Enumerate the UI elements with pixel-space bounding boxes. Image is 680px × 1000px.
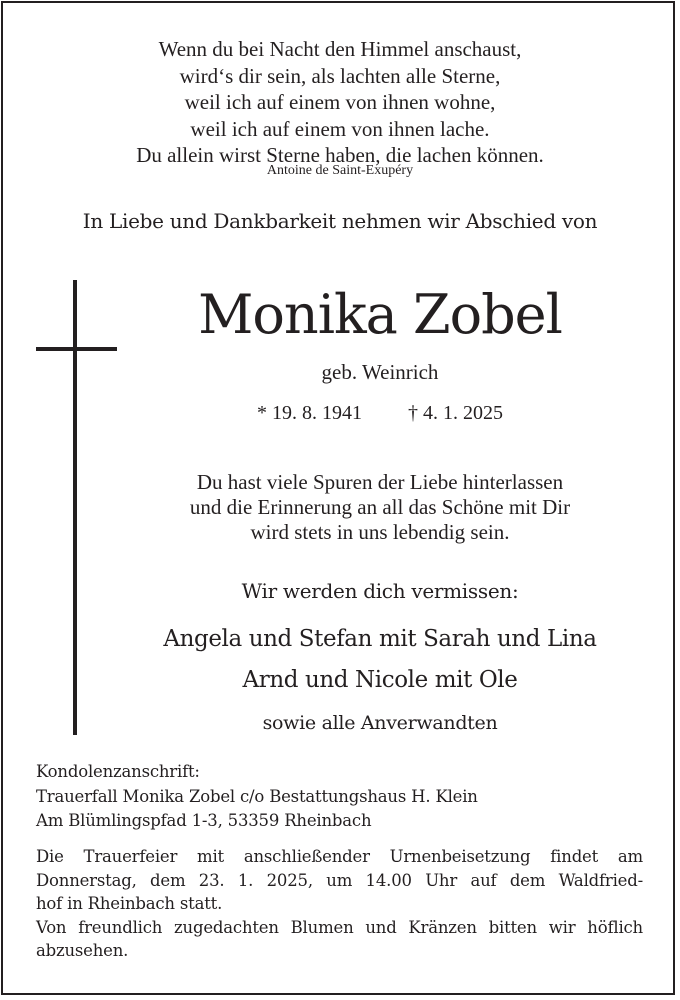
funeral-service-info [36,845,643,963]
birth-date: * 19. 8. 1941 [257,402,362,424]
poem-line: wird‘s dir sein, als lachten alle Sterne, [179,63,501,88]
family-line: Angela und Stefan mit Sarah und Lina [163,626,597,652]
verse-line: wird stets in uns lebendig sein. [250,520,510,544]
farewell-intro: In Liebe und Dankbarkeit nehmen wir Abschied von [82,209,598,233]
poem-line: weil ich auf einem von ihnen wohne, [184,90,496,115]
poem-author: Antoine de Saint-Exupéry [266,163,414,178]
family-line: Arnd und Nicole mit Ole [242,667,518,693]
death-date: † 4. 1. 2025 [408,402,503,424]
mourners-families [110,619,650,701]
verse-line: Du hast viele Spuren der Liebe hinterlassen [196,470,564,494]
mourners-heading: Wir werden dich vermissen: [241,579,519,603]
mourners-relatives: sowie alle Anverwandten [262,712,498,734]
cross-icon-horizontal [36,347,117,351]
address-line: Kondolenzanschrift: [36,762,200,781]
service-line: hof in Rheinbach statt. [36,894,223,913]
poem-line: Du allein wirst Sterne haben, die lachen können. [136,143,544,168]
service-line: Von freundlich zugedachten Blumen und Kränzen bitten wir höflich [36,917,643,937]
poem-line: weil ich auf einem von ihnen lache. [190,116,490,141]
address-line: Am Blümlingspfad 1-3, 53359 Rheinbach [36,811,372,830]
service-line: Die Trauerfeier mit anschließender Urnenbeisetzung findet am [36,847,643,866]
memorial-verse [110,470,650,545]
address-line: Trauerfall Monika Zobel c/o Bestattungshaus H. Klein [36,786,478,806]
deceased-name: Monika Zobel [198,283,562,346]
birth-name: geb. Weinrich [321,360,439,384]
life-dates [110,400,650,426]
verse-line: und die Erinnerung an all das Schöne mit Dir [189,495,571,519]
poem-line: Wenn du bei Nacht den Himmel anschaust, [158,37,522,61]
service-line: Donnerstag, dem 23. 1. 2025, um 14.00 Uhr auf dem Waldfried- [36,870,643,890]
service-line: abzusehen. [36,941,129,960]
poem [0,36,680,169]
condolence-address [36,760,646,834]
